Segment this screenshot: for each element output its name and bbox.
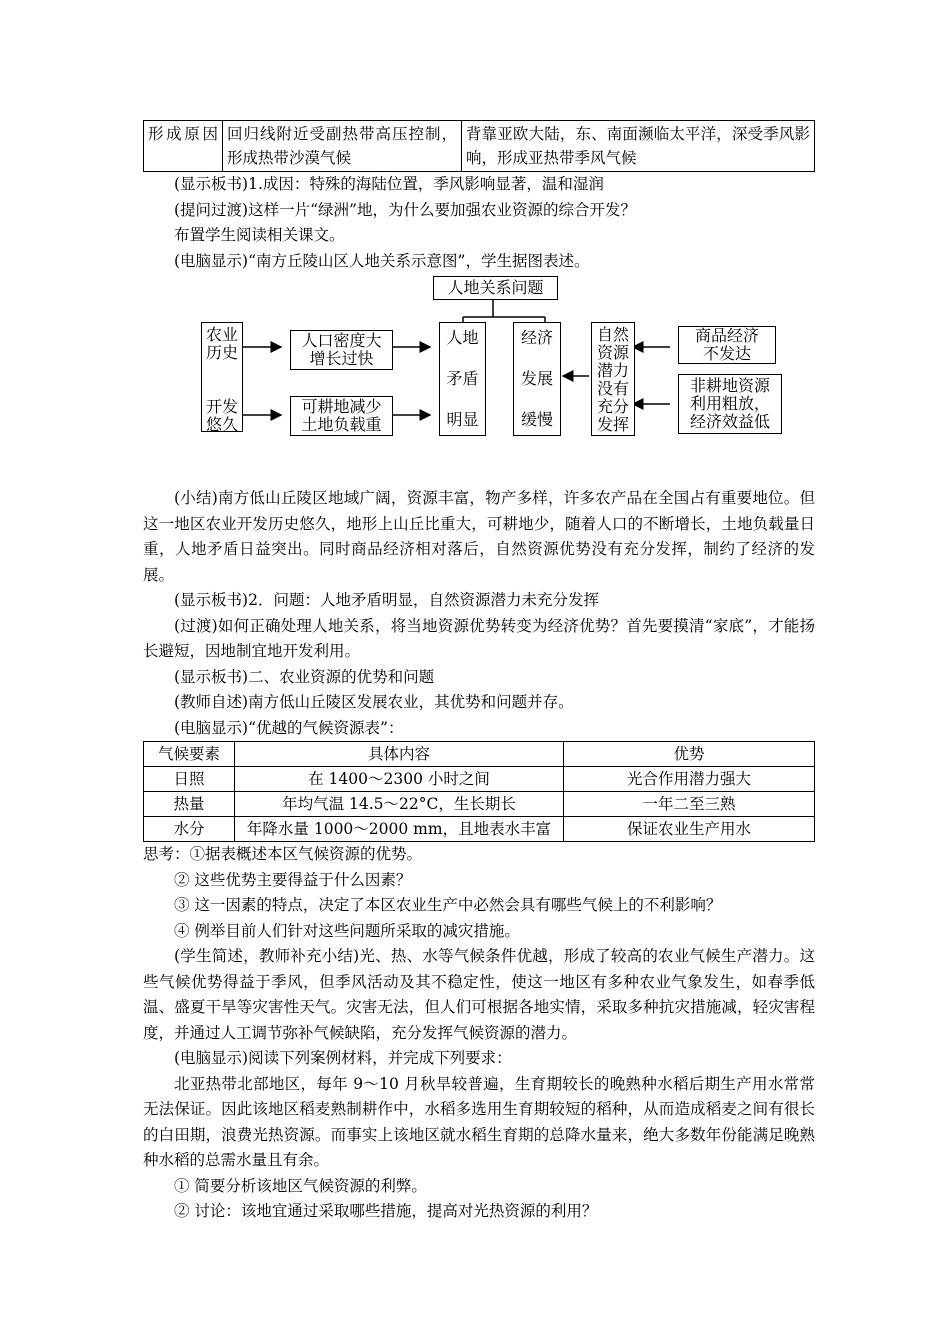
table-cell: 水分 bbox=[144, 817, 235, 842]
climate-resource-table bbox=[143, 741, 815, 842]
table-header-row bbox=[144, 742, 815, 767]
economy-line-1: 经济 bbox=[520, 328, 553, 347]
table-row bbox=[144, 817, 815, 842]
header-cell: 优势 bbox=[564, 742, 815, 767]
table-cell: 日照 bbox=[144, 767, 235, 792]
long-development-label: 开发悠久 bbox=[205, 397, 238, 434]
paragraph: ② 讨论：该地宜通过采取哪些措施，提高对光热资源的利用？ bbox=[174, 1202, 598, 1220]
table-cell: 年均气温 14.5～22°C，生长期长 bbox=[235, 792, 564, 817]
conflict-line-3: 明显 bbox=[446, 410, 479, 429]
paragraph: ④ 例举目前人们针对这些问题所采取的减灾措施。 bbox=[174, 921, 520, 940]
agri-history-box bbox=[201, 322, 243, 432]
nonfarm-resource-box: 非耕地资源利用粗放，经济效益低 bbox=[678, 374, 782, 434]
table-cell: 保证农业生产用水 bbox=[564, 817, 815, 842]
paragraph: (电脑显示)“南方丘陵山区人地关系示意图”，学生据图表述。 bbox=[174, 251, 590, 270]
climate-cause-table bbox=[143, 120, 815, 172]
paragraph: (学生简述，教师补充小结)光、热、水等气候条件优越，形成了较高的农业气候生产潜力。这些气候优势得益于季风，但季风活动及其不稳定性，使这一地区有多种农业气象发生，如春季低温、盛夏干旱等灾害性天气。灾害无法，但人们可根据各地实情，采取多种抗灾措施减，轻灾害程度，并通过人工调节弥补气候缺陷，充分发挥气候资源的潜力。 bbox=[143, 947, 815, 1042]
table-cell: 热量 bbox=[144, 792, 235, 817]
table-row bbox=[144, 767, 815, 792]
agri-history-label: 农业历史 bbox=[205, 325, 238, 362]
desert-cause-cell: 回归线附近受副热带高压控制，形成热带沙漠气候 bbox=[223, 121, 462, 172]
paragraph: (小结)南方低山丘陵区地域广阔，资源丰富，物产多样，许多农产品在全国占有重要地位。但这一地区农业开发历史悠久，地形上山丘比重大，可耕地少，随着人口的不断增长，土地负载量日重，人地矛盾日益突出。同时商品经济相对落后，自然资源优势没有充分发挥，制约了经济的发展。 bbox=[143, 489, 815, 584]
header-cell: 具体内容 bbox=[235, 742, 564, 767]
conflict-box bbox=[439, 322, 486, 436]
conflict-line-1: 人地 bbox=[446, 328, 479, 347]
table-row bbox=[144, 792, 815, 817]
table-cell: 一年二至三熟 bbox=[564, 792, 815, 817]
conflict-line-2: 矛盾 bbox=[446, 369, 479, 388]
paragraph: 思考：①据表概述本区气候资源的优势。 bbox=[143, 845, 423, 863]
document-page bbox=[143, 120, 815, 1225]
paragraph: (过渡)如何正确处理人地关系，将当地资源优势转变为经济优势？首先要摸清“家底”，才能扬长避短，因地制宜地开发利用。 bbox=[143, 616, 815, 660]
paragraph: 北亚热带北部地区，每年 9～10 月秋旱较普遍，生育期较长的晚熟种水稻后期生产用水常常无法保证。因此该地区稻麦熟制耕作中，水稻多选用生育期较短的稻种，从而造成稻麦之间有很长的白田期，浪费光热资源。而事实上该地区就水稻生育期的总降水量来，绝大多数年份能满足晚熟种水稻的总需水量且有余。 bbox=[143, 1074, 815, 1169]
monsoon-cause-cell: 背靠亚欧大陆，东、南面濒临太平洋，深受季风影响，形成亚热带季风气候 bbox=[462, 121, 815, 172]
table-cell: 年降水量 1000～2000 mm，且地表水丰富 bbox=[235, 817, 564, 842]
row-label: 形成原因 bbox=[144, 121, 223, 172]
commodity-economy-box: 商品经济不发达 bbox=[678, 326, 776, 364]
paragraph: ③ 这一因素的特点，决定了本区农业生产中必然会具有哪些气候上的不利影响？ bbox=[174, 896, 722, 914]
paragraph: (显示板书)1.成因：特殊的海陆位置，季风影响显著，温和湿润 bbox=[174, 175, 604, 193]
paragraph: ① 简要分析该地区气候资源的利弊。 bbox=[174, 1176, 427, 1195]
paragraph: (教师自述)南方低山丘陵区发展农业，其优势和问题并存。 bbox=[174, 693, 574, 711]
table-cell: 光合作用潜力强大 bbox=[564, 767, 815, 792]
diagram-title-box: 人地关系问题 bbox=[433, 276, 558, 300]
paragraph: (提问过渡)这样一片“绿洲”地，为什么要加强农业资源的综合开发？ bbox=[174, 200, 636, 219]
paragraph: (显示板书)二、农业资源的优势和问题 bbox=[174, 667, 435, 686]
paragraph: (显示板书)2．问题：人地矛盾明显，自然资源潜力未充分发挥 bbox=[174, 591, 599, 609]
economy-line-3: 缓慢 bbox=[520, 410, 553, 429]
economy-line-2: 发展 bbox=[520, 369, 553, 388]
header-cell: 气候要素 bbox=[144, 742, 235, 767]
paragraph: (电脑显示)阅读下列案例材料，并完成下列要求： bbox=[174, 1049, 512, 1067]
paragraph: ② 这些优势主要得益于什么因素？ bbox=[174, 870, 412, 889]
paragraph: (电脑显示)“优越的气候资源表”： bbox=[174, 718, 404, 737]
natural-resource-box: 自然资源潜力没有充分发挥 bbox=[591, 322, 635, 436]
economy-box bbox=[513, 322, 561, 436]
population-box: 人口密度大增长过快 bbox=[290, 330, 393, 370]
human-land-relation-diagram bbox=[143, 276, 815, 476]
arable-land-box: 可耕地减少土地负载重 bbox=[290, 396, 393, 436]
table-cell: 在 1400～2300 小时之间 bbox=[235, 767, 564, 792]
table-row bbox=[144, 121, 815, 172]
paragraph: 布置学生阅读相关课文。 bbox=[174, 226, 345, 244]
